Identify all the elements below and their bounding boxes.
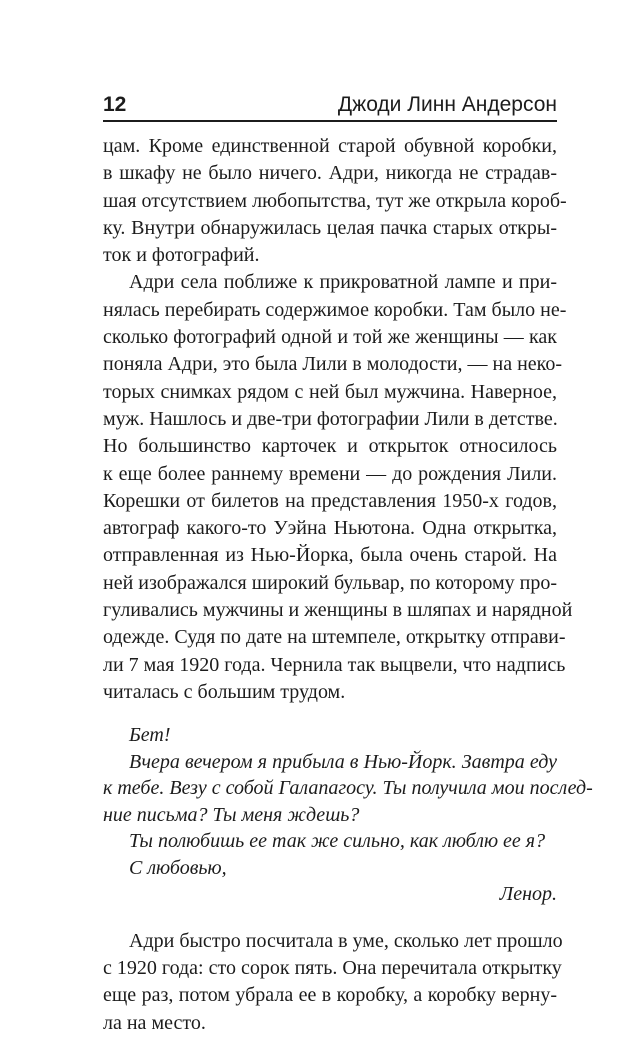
text-line: автограф какого-то Уэйна Ньютона. Одна открытка, [103,517,557,540]
text-line: ла на место. [103,1011,206,1034]
running-title: Джоди Линн Андерсон [337,93,557,116]
text-line: ток и фотографий. [103,244,260,267]
text-line: сколько фотографий одной и той же женщины — как [103,326,557,349]
text-line: гуливались мужчины и женщины в шляпах и нарядной [103,599,573,622]
text-line: в шкафу не было ничего. Адри, никогда не страдав- [103,162,557,185]
letter-greeting: Бет! [129,724,171,747]
text-line: нялась перебирать содержимое коробки. Там было не- [103,298,567,321]
text-line: Адри быстро посчитала в уме, сколько лет прошло [129,929,563,952]
text-line: читалась с большим трудом. [103,680,346,703]
text-line: отправленная из Нью-Йорка, была очень старой. На [103,544,557,567]
letter-signature: Ленор. [499,883,557,906]
text-line: одежде. Судя по дате на штемпеле, открытку отправи- [103,626,566,649]
text-line: к еще более раннему времени — до рождения Лили. [103,462,557,485]
text-line: ней изображался широкий бульвар, по которому про- [103,571,557,594]
letter-quote [103,722,593,908]
page-header [103,90,557,122]
letter-line: Ты полюбишь ее так же сильно, как люблю ее я? [129,830,546,853]
text-line: с 1920 года: сто сорок пять. Она перечитала открытку [103,957,562,980]
text-line: еще раз, потом убрала ее в коробку, а коробку верну- [103,984,557,1007]
text-line: торых снимках рядом с ней был мужчина. Наверное, [103,380,557,403]
text-line: ли 7 мая 1920 года. Чернила так выцвели, что надпись [103,653,566,676]
letter-line: Вчера вечером я прибыла в Нью-Йорк. Завтра еду [129,750,557,773]
body-text [103,133,593,1037]
page-number: 12 [103,93,127,116]
paragraph-2 [103,269,573,706]
text-line: поняла Адри, это была Лили в молодости, — на неко- [103,353,563,376]
text-line: ку. Внутри обнаружилась целая пачка старых откры- [103,216,557,239]
paragraph-1 [103,133,567,269]
text-line: Адри села поближе к прикроватной лампе и при- [129,271,557,294]
text-line: Корешки от билетов на представления 1950-х годов, [103,489,557,512]
text-line: цам. Кроме единственной старой обувной коробки, [103,135,557,157]
letter-line: ние письма? Ты меня ждешь? [103,803,360,826]
text-line: Но большинство карточек и открыток относилось [103,435,557,458]
letter-line: к тебе. Везу с собой Галапагосу. Ты получила мои послед- [103,777,593,800]
text-line: шая отсутствием любопытства, тут же открыла короб- [103,189,567,212]
letter-closing: С любовью, [129,856,227,879]
text-line: муж. Нашлось и две-три фотографии Лили в детстве. [103,407,558,430]
paragraph-3 [103,928,563,1037]
